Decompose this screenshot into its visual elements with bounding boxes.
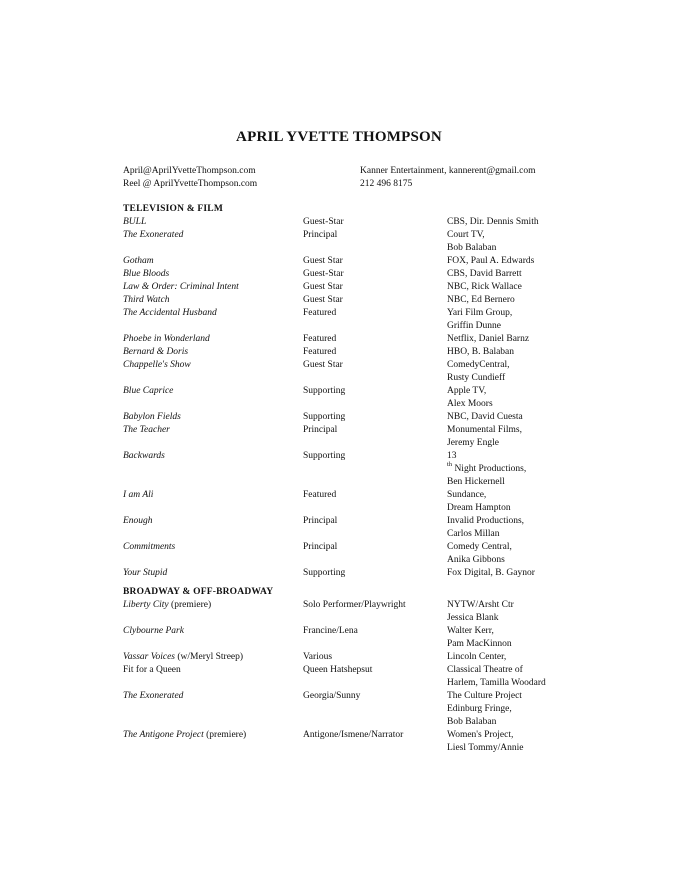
credit-role: Guest Star — [303, 256, 343, 266]
credit-row — [123, 268, 573, 281]
credit-role: Principal — [303, 516, 338, 526]
credit-role: Various — [303, 652, 333, 662]
credit-row — [123, 281, 573, 294]
credit-role: Featured — [303, 308, 337, 318]
credit-row — [123, 651, 573, 664]
credit-role: Principal — [303, 542, 338, 552]
credit-company: NBC, Ed Bernero — [447, 295, 515, 305]
credit-row — [123, 411, 573, 424]
credit-title: Fit for a Queen — [123, 665, 181, 675]
section-heading: BROADWAY & OFF-BROADWAY — [123, 587, 274, 597]
credit-row — [123, 489, 573, 515]
credit-company: The Culture Project Edinburg Fringe, Bob Balaban — [447, 691, 522, 727]
credit-title: Enough — [123, 516, 153, 526]
credit-role: Antigone/Ismene/Narrator — [303, 730, 404, 740]
credit-role: Supporting — [303, 412, 346, 422]
credit-row — [123, 255, 573, 268]
credit-role: Georgia/Sunny — [303, 691, 361, 701]
credit-row — [123, 385, 573, 411]
credit-title: Bernard & Doris — [123, 347, 189, 357]
credit-row — [123, 541, 573, 567]
credit-company: NYTW/Arsht Ctr Jessica Blank — [447, 600, 514, 623]
credit-role: Supporting — [303, 386, 346, 396]
credit-company: Comedy Central, Anika Gibbons — [447, 542, 512, 565]
credit-title: BULL — [123, 217, 147, 227]
credit-company: Lincoln Center, — [447, 652, 507, 662]
credit-row — [123, 515, 573, 541]
credit-role: Guest-Star — [303, 217, 344, 227]
credit-row — [123, 450, 573, 489]
resume-name: APRIL YVETTE THOMPSON — [236, 129, 442, 145]
credit-company: Invalid Productions, Carlos Millan — [447, 516, 525, 539]
credit-title: Blue Bloods — [123, 269, 170, 279]
credit-role: Guest Star — [303, 295, 343, 305]
contact-left — [123, 165, 257, 191]
credit-company: Court TV, Bob Balaban — [447, 230, 497, 253]
credit-role: Solo Performer/Playwright — [303, 600, 406, 610]
credit-title: Law & Order: Criminal Intent — [123, 282, 239, 292]
credit-company: Walter Kerr, Pam MacKinnon — [447, 626, 512, 649]
credit-company: 13 $^{th}$ Night Productions, Ben Hickernell — [447, 451, 527, 487]
credit-role: Featured — [303, 334, 337, 344]
credit-row — [123, 567, 573, 580]
credit-role: Principal — [303, 230, 338, 240]
credit-title: Your Stupid — [123, 568, 168, 578]
credit-row — [123, 294, 573, 307]
credit-role: Supporting — [303, 568, 346, 578]
reel-text: Reel @ AprilYvetteThompson.com — [123, 179, 258, 189]
credit-row — [123, 346, 573, 359]
credit-company: Monumental Films, Jeremy Engle — [447, 425, 522, 448]
email-text: April@AprilYvetteThompson.com — [123, 166, 256, 176]
credit-role: Guest-Star — [303, 269, 344, 279]
credit-row — [123, 333, 573, 346]
credit-company: CBS, Dir. Dennis Smith — [447, 217, 539, 227]
credit-row — [123, 664, 573, 690]
credit-title: Liberty City (premiere) — [123, 600, 212, 610]
credit-title: I am Ali — [123, 490, 154, 500]
credit-company: NBC, Rick Wallace — [447, 282, 522, 292]
section-heading: TELEVISION & FILM — [123, 204, 224, 214]
credit-company: CBS, David Barrett — [447, 269, 522, 279]
credit-title: Phoebe in Wonderland — [123, 334, 210, 344]
credit-title: Babylon Fields — [123, 412, 181, 422]
credit-title: Vassar Voices (w/Meryl Streep) — [123, 652, 244, 662]
credit-title: Chappelle's Show — [123, 360, 191, 370]
credit-role: Guest Star — [303, 360, 343, 370]
credit-title: The Exonerated — [123, 230, 184, 240]
credit-title: Blue Caprice — [123, 386, 174, 396]
credit-title: Gotham — [123, 256, 154, 266]
credit-row — [123, 216, 573, 229]
credit-row — [123, 307, 573, 333]
credit-company: Classical Theatre of Harlem, Tamilla Woodard — [447, 665, 546, 688]
credit-title: Third Watch — [123, 295, 170, 305]
credit-company: HBO, B. Balaban — [447, 347, 515, 357]
credit-role: Featured — [303, 490, 337, 500]
credit-role: Queen Hatshepsut — [303, 665, 373, 675]
credit-company: Women's Project, Liesl Tommy/Annie — [447, 730, 524, 753]
tv-film-section — [123, 203, 573, 580]
credit-title: Clybourne Park — [123, 626, 184, 636]
credit-title: The Accidental Husband — [123, 308, 217, 318]
credit-company: Fox Digital, B. Gaynor — [447, 568, 535, 578]
credit-row — [123, 424, 573, 450]
credit-role: Featured — [303, 347, 337, 357]
credit-company: FOX, Paul A. Edwards — [447, 256, 535, 266]
credit-role: Supporting — [303, 451, 346, 461]
credit-role: Francine/Lena — [303, 626, 358, 636]
credit-company: NBC, David Cuesta — [447, 412, 523, 422]
credit-company: Sundance, Dream Hampton — [447, 490, 511, 513]
contact-right — [360, 165, 535, 191]
credit-title: The Teacher — [123, 425, 170, 435]
credit-row — [123, 690, 573, 729]
credit-company: ComedyCentral, Rusty Cundieff — [447, 360, 510, 383]
credit-role: Guest Star — [303, 282, 343, 292]
credit-title: The Exonerated — [123, 691, 184, 701]
credit-title: The Antigone Project (premiere) — [123, 730, 247, 740]
phone-text: 212 496 8175 — [360, 179, 413, 189]
credit-role: Principal — [303, 425, 338, 435]
credit-title: Backwards — [123, 451, 165, 461]
credit-row — [123, 729, 573, 755]
credit-row — [123, 625, 573, 651]
credit-row — [123, 599, 573, 625]
credit-row — [123, 229, 573, 255]
broadway-section — [123, 586, 573, 755]
credit-company: Yari Film Group, Griffin Dunne — [447, 308, 513, 331]
credit-title: Commitments — [123, 542, 176, 552]
credit-row — [123, 359, 573, 385]
agency-text: Kanner Entertainment, kannerent@gmail.com — [360, 166, 536, 176]
credit-company: Apple TV, Alex Moors — [447, 386, 493, 409]
credit-company: Netflix, Daniel Barnz — [447, 334, 530, 344]
